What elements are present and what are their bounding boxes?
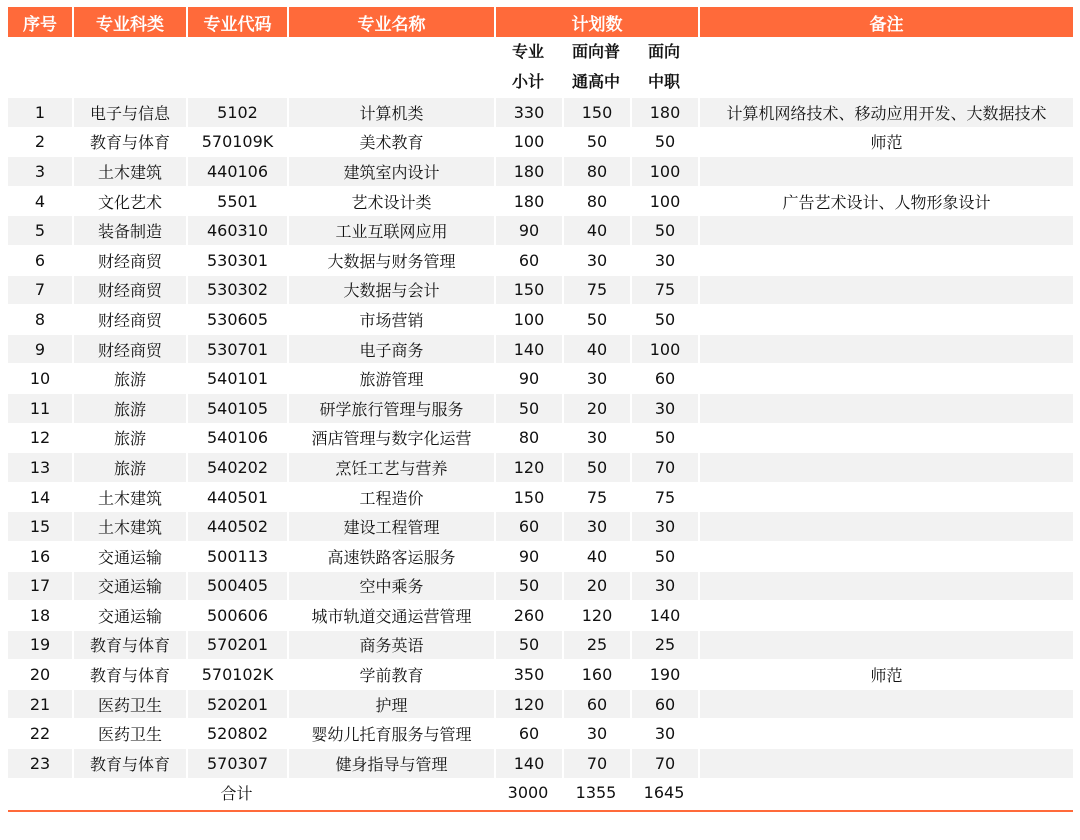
cell-category: 旅游	[72, 393, 186, 423]
cell-seq: 14	[8, 482, 72, 512]
cell-vocational: 140	[630, 600, 698, 630]
cell-vocational: 50	[630, 127, 698, 157]
cell-subtotal: 90	[494, 215, 562, 245]
cell-name: 护理	[287, 689, 494, 719]
total-blank	[8, 778, 72, 808]
cell-category: 文化艺术	[72, 186, 186, 216]
cell-general: 75	[562, 482, 630, 512]
cell-category: 旅游	[72, 363, 186, 393]
cell-code: 530302	[186, 275, 287, 305]
total-blank	[698, 778, 1073, 808]
cell-seq: 1	[8, 97, 72, 127]
cell-seq: 6	[8, 245, 72, 275]
cell-category: 医药卫生	[72, 689, 186, 719]
cell-seq: 10	[8, 363, 72, 393]
cell-seq: 9	[8, 334, 72, 364]
total-blank	[72, 778, 186, 808]
cell-subtotal: 150	[494, 275, 562, 305]
cell-seq: 7	[8, 275, 72, 305]
cell-subtotal: 90	[494, 363, 562, 393]
cell-general: 30	[562, 363, 630, 393]
cell-general: 80	[562, 156, 630, 186]
cell-vocational: 60	[630, 363, 698, 393]
cell-vocational: 100	[630, 156, 698, 186]
cell-code: 520201	[186, 689, 287, 719]
subheader-vocational-line1: 面向	[648, 42, 681, 61]
cell-note	[698, 689, 1073, 719]
cell-subtotal: 60	[494, 511, 562, 541]
cell-subtotal: 80	[494, 423, 562, 453]
header-name: 专业名称	[287, 7, 494, 37]
cell-vocational: 30	[630, 393, 698, 423]
cell-category: 土木建筑	[72, 482, 186, 512]
table-row	[8, 571, 1073, 601]
cell-subtotal: 50	[494, 630, 562, 660]
cell-name: 市场营销	[287, 304, 494, 334]
cell-code: 440106	[186, 156, 287, 186]
subheader-subtotal-line2: 小计	[511, 72, 544, 91]
header-code: 专业代码	[186, 7, 287, 37]
cell-code: 540202	[186, 452, 287, 482]
cell-category: 装备制造	[72, 215, 186, 245]
cell-name: 工业互联网应用	[287, 215, 494, 245]
cell-category: 教育与体育	[72, 630, 186, 660]
cell-name: 旅游管理	[287, 363, 494, 393]
cell-category: 财经商贸	[72, 245, 186, 275]
subheader-vocational	[630, 37, 698, 97]
cell-general: 75	[562, 275, 630, 305]
table-row	[8, 97, 1073, 127]
cell-vocational: 100	[630, 334, 698, 364]
table-row	[8, 748, 1073, 778]
cell-subtotal: 60	[494, 718, 562, 748]
cell-vocational: 30	[630, 571, 698, 601]
subheader-blank	[72, 37, 186, 97]
table-row	[8, 304, 1073, 334]
cell-name: 大数据与财务管理	[287, 245, 494, 275]
cell-code: 520802	[186, 718, 287, 748]
cell-seq: 15	[8, 511, 72, 541]
cell-code: 530301	[186, 245, 287, 275]
cell-subtotal: 50	[494, 393, 562, 423]
cell-seq: 17	[8, 571, 72, 601]
cell-category: 土木建筑	[72, 511, 186, 541]
cell-name: 婴幼儿托育服务与管理	[287, 718, 494, 748]
cell-seq: 22	[8, 718, 72, 748]
table-row	[8, 659, 1073, 689]
cell-category: 教育与体育	[72, 748, 186, 778]
cell-vocational: 50	[630, 215, 698, 245]
cell-note	[698, 571, 1073, 601]
cell-seq: 12	[8, 423, 72, 453]
cell-category: 交通运输	[72, 571, 186, 601]
cell-code: 530605	[186, 304, 287, 334]
total-subtotal: 3000	[494, 778, 562, 808]
cell-note	[698, 156, 1073, 186]
cell-subtotal: 120	[494, 689, 562, 719]
cell-code: 540106	[186, 423, 287, 453]
cell-seq: 23	[8, 748, 72, 778]
cell-general: 25	[562, 630, 630, 660]
cell-seq: 18	[8, 600, 72, 630]
table-row	[8, 363, 1073, 393]
cell-subtotal: 90	[494, 541, 562, 571]
cell-name: 美术教育	[287, 127, 494, 157]
table-row	[8, 186, 1073, 216]
cell-subtotal: 60	[494, 245, 562, 275]
cell-subtotal: 150	[494, 482, 562, 512]
table-subheader-row	[8, 37, 1073, 97]
table-body	[8, 97, 1073, 778]
cell-seq: 11	[8, 393, 72, 423]
table-row	[8, 511, 1073, 541]
cell-note	[698, 245, 1073, 275]
cell-note	[698, 334, 1073, 364]
cell-name: 空中乘务	[287, 571, 494, 601]
bottom-rule	[8, 810, 1073, 812]
cell-subtotal: 120	[494, 452, 562, 482]
cell-code: 500405	[186, 571, 287, 601]
cell-code: 500113	[186, 541, 287, 571]
cell-code: 570109K	[186, 127, 287, 157]
cell-vocational: 50	[630, 423, 698, 453]
cell-note: 广告艺术设计、人物形象设计	[698, 186, 1073, 216]
cell-note	[698, 511, 1073, 541]
cell-note: 师范	[698, 659, 1073, 689]
cell-general: 40	[562, 215, 630, 245]
total-label: 合计	[186, 778, 287, 808]
cell-name: 建设工程管理	[287, 511, 494, 541]
cell-general: 40	[562, 541, 630, 571]
cell-code: 460310	[186, 215, 287, 245]
cell-name: 高速铁路客运服务	[287, 541, 494, 571]
cell-category: 电子与信息	[72, 97, 186, 127]
cell-note	[698, 423, 1073, 453]
cell-vocational: 30	[630, 245, 698, 275]
cell-subtotal: 350	[494, 659, 562, 689]
cell-name: 烹饪工艺与营养	[287, 452, 494, 482]
cell-code: 500606	[186, 600, 287, 630]
cell-general: 30	[562, 423, 630, 453]
cell-seq: 3	[8, 156, 72, 186]
cell-note	[698, 541, 1073, 571]
cell-name: 健身指导与管理	[287, 748, 494, 778]
table-row	[8, 215, 1073, 245]
total-general: 1355	[562, 778, 630, 808]
cell-note	[698, 363, 1073, 393]
cell-name: 研学旅行管理与服务	[287, 393, 494, 423]
cell-note	[698, 215, 1073, 245]
table-row	[8, 452, 1073, 482]
cell-seq: 5	[8, 215, 72, 245]
cell-category: 财经商贸	[72, 304, 186, 334]
cell-subtotal: 50	[494, 571, 562, 601]
cell-vocational: 70	[630, 748, 698, 778]
subheader-subtotal	[494, 37, 562, 97]
cell-name: 大数据与会计	[287, 275, 494, 305]
subheader-vocational-line2: 中职	[648, 72, 681, 91]
cell-seq: 8	[8, 304, 72, 334]
cell-code: 440502	[186, 511, 287, 541]
cell-category: 财经商贸	[72, 275, 186, 305]
table-row	[8, 245, 1073, 275]
cell-code: 5501	[186, 186, 287, 216]
cell-code: 540101	[186, 363, 287, 393]
header-plan: 计划数	[494, 7, 698, 37]
cell-note	[698, 452, 1073, 482]
cell-note	[698, 630, 1073, 660]
cell-general: 20	[562, 393, 630, 423]
cell-category: 土木建筑	[72, 156, 186, 186]
cell-code: 440501	[186, 482, 287, 512]
cell-category: 交通运输	[72, 541, 186, 571]
cell-name: 艺术设计类	[287, 186, 494, 216]
cell-name: 城市轨道交通运营管理	[287, 600, 494, 630]
cell-seq: 20	[8, 659, 72, 689]
total-vocational: 1645	[630, 778, 698, 808]
cell-general: 50	[562, 452, 630, 482]
enrollment-plan-table	[8, 7, 1073, 808]
cell-subtotal: 180	[494, 186, 562, 216]
cell-code: 540105	[186, 393, 287, 423]
cell-code: 530701	[186, 334, 287, 364]
subheader-general	[562, 37, 630, 97]
table-row	[8, 482, 1073, 512]
cell-vocational: 75	[630, 482, 698, 512]
subheader-general-line2: 通高中	[571, 72, 620, 91]
cell-vocational: 100	[630, 186, 698, 216]
cell-category: 旅游	[72, 423, 186, 453]
cell-general: 30	[562, 718, 630, 748]
cell-code: 570307	[186, 748, 287, 778]
cell-seq: 2	[8, 127, 72, 157]
table-header-row	[8, 7, 1073, 37]
cell-name: 学前教育	[287, 659, 494, 689]
table-row	[8, 630, 1073, 660]
cell-category: 旅游	[72, 452, 186, 482]
cell-vocational: 60	[630, 689, 698, 719]
table-row	[8, 127, 1073, 157]
cell-seq: 16	[8, 541, 72, 571]
table-row	[8, 541, 1073, 571]
cell-name: 建筑室内设计	[287, 156, 494, 186]
cell-general: 50	[562, 304, 630, 334]
cell-general: 50	[562, 127, 630, 157]
cell-vocational: 25	[630, 630, 698, 660]
cell-subtotal: 330	[494, 97, 562, 127]
cell-name: 计算机类	[287, 97, 494, 127]
subheader-blank	[698, 37, 1073, 97]
cell-general: 30	[562, 511, 630, 541]
cell-seq: 19	[8, 630, 72, 660]
cell-general: 150	[562, 97, 630, 127]
cell-general: 40	[562, 334, 630, 364]
cell-seq: 21	[8, 689, 72, 719]
subheader-general-line1: 面向普	[571, 42, 620, 61]
cell-note: 师范	[698, 127, 1073, 157]
cell-general: 20	[562, 571, 630, 601]
cell-general: 70	[562, 748, 630, 778]
cell-note	[698, 482, 1073, 512]
cell-seq: 4	[8, 186, 72, 216]
cell-subtotal: 180	[494, 156, 562, 186]
cell-subtotal: 260	[494, 600, 562, 630]
table-row	[8, 689, 1073, 719]
table-row	[8, 600, 1073, 630]
table-row	[8, 334, 1073, 364]
cell-subtotal: 140	[494, 334, 562, 364]
table-row	[8, 275, 1073, 305]
cell-category: 教育与体育	[72, 659, 186, 689]
cell-note	[698, 600, 1073, 630]
cell-category: 财经商贸	[72, 334, 186, 364]
table-row	[8, 718, 1073, 748]
cell-vocational: 190	[630, 659, 698, 689]
table-row	[8, 393, 1073, 423]
cell-code: 570201	[186, 630, 287, 660]
cell-general: 160	[562, 659, 630, 689]
cell-code: 570102K	[186, 659, 287, 689]
cell-vocational: 50	[630, 304, 698, 334]
cell-name: 电子商务	[287, 334, 494, 364]
table-row	[8, 156, 1073, 186]
cell-note	[698, 275, 1073, 305]
enrollment-plan-table-container	[8, 7, 1073, 808]
cell-general: 60	[562, 689, 630, 719]
cell-subtotal: 100	[494, 304, 562, 334]
cell-name: 商务英语	[287, 630, 494, 660]
cell-vocational: 30	[630, 718, 698, 748]
cell-vocational: 70	[630, 452, 698, 482]
cell-subtotal: 100	[494, 127, 562, 157]
cell-category: 医药卫生	[72, 718, 186, 748]
cell-note	[698, 718, 1073, 748]
header-seq: 序号	[8, 7, 72, 37]
cell-note	[698, 393, 1073, 423]
cell-name: 工程造价	[287, 482, 494, 512]
table-row	[8, 423, 1073, 453]
subheader-blank	[287, 37, 494, 97]
cell-vocational: 30	[630, 511, 698, 541]
cell-vocational: 50	[630, 541, 698, 571]
subheader-subtotal-line1: 专业	[511, 42, 544, 61]
cell-code: 5102	[186, 97, 287, 127]
cell-general: 80	[562, 186, 630, 216]
cell-general: 120	[562, 600, 630, 630]
subheader-blank	[8, 37, 72, 97]
cell-note	[698, 304, 1073, 334]
header-note: 备注	[698, 7, 1073, 37]
total-row	[8, 778, 1073, 808]
cell-vocational: 75	[630, 275, 698, 305]
header-category: 专业科类	[72, 7, 186, 37]
cell-general: 30	[562, 245, 630, 275]
subheader-blank	[186, 37, 287, 97]
cell-name: 酒店管理与数字化运营	[287, 423, 494, 453]
total-blank	[287, 778, 494, 808]
cell-category: 交通运输	[72, 600, 186, 630]
cell-subtotal: 140	[494, 748, 562, 778]
cell-note: 计算机网络技术、移动应用开发、大数据技术	[698, 97, 1073, 127]
cell-seq: 13	[8, 452, 72, 482]
cell-vocational: 180	[630, 97, 698, 127]
cell-category: 教育与体育	[72, 127, 186, 157]
cell-note	[698, 748, 1073, 778]
